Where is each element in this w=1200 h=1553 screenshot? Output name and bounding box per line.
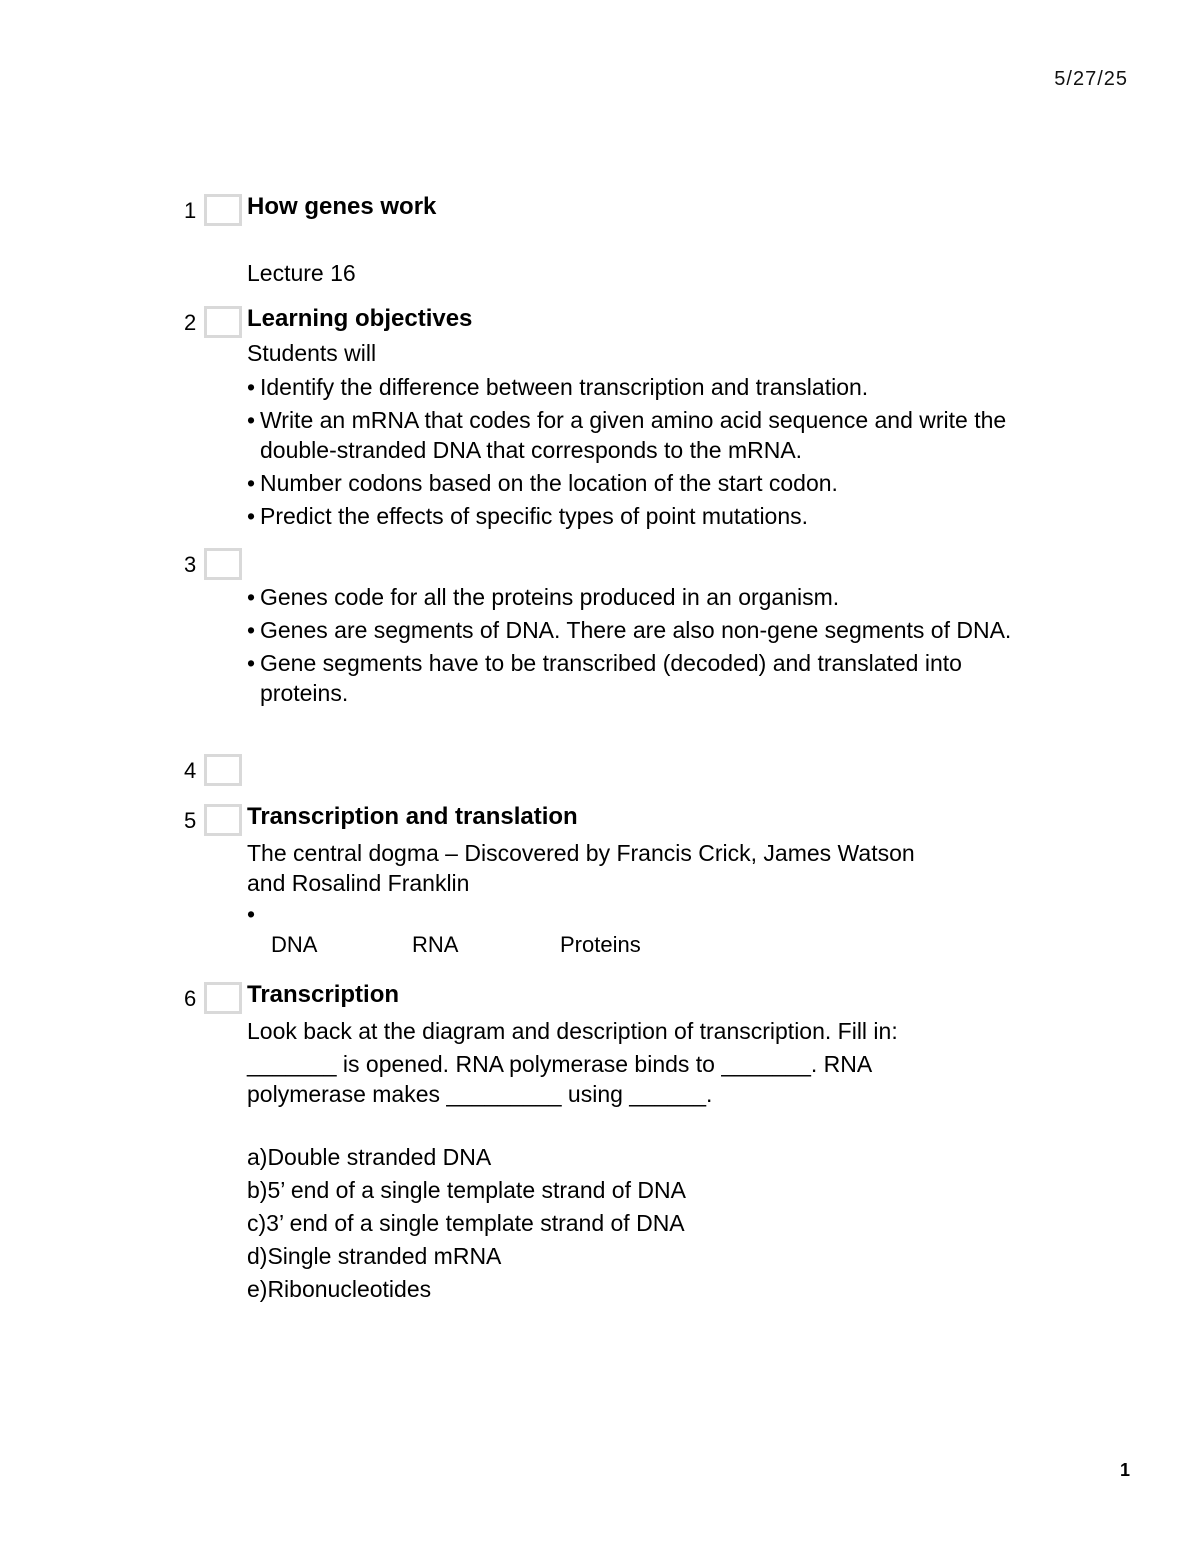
slide-thumbnail[interactable] — [204, 306, 242, 338]
objectives-list — [247, 372, 1047, 531]
choice-d: d)Single stranded mRNA — [247, 1243, 502, 1269]
question-text: Look back at the diagram and description of transcription. Fill in: — [247, 1018, 898, 1044]
list-item: • Genes code for all the proteins produced in an organism. — [247, 584, 840, 610]
intro-text: Students will — [247, 340, 377, 366]
list-item: • Number codons based on the location of the start codon. — [247, 470, 838, 496]
slide-title: Transcription — [247, 981, 400, 1008]
slide-number: 2 — [184, 310, 197, 335]
slide-thumbnail[interactable] — [204, 804, 242, 836]
list-item: • Write an mRNA that codes for a given amino acid sequence and write the double-stranded DNA that corresponds to the mRNA. — [247, 407, 1007, 463]
slide-thumbnail[interactable] — [204, 194, 242, 226]
choice-a: a)Double stranded DNA — [247, 1144, 492, 1170]
slide-number: 3 — [184, 552, 197, 577]
flow-dna: DNA — [271, 932, 318, 957]
question-text: _______ is opened. RNA polymerase binds to _______. RNA — [247, 1051, 873, 1077]
list-item: • Gene segments have to be transcribed (decoded) and translated into proteins. — [247, 650, 962, 706]
bullet-list — [247, 582, 1047, 708]
slide-body — [247, 980, 1047, 1306]
central-dogma-text: The central dogma – Discovered by Francis Crick, James Watson — [247, 840, 915, 866]
slide-body — [247, 192, 1047, 288]
slide-subtitle: Lecture 16 — [247, 260, 356, 286]
slide-title: Learning objectives — [247, 305, 473, 332]
central-dogma-flow — [247, 930, 1047, 960]
flow-rna: RNA — [412, 932, 459, 957]
document-date: 5/27/25 — [1054, 68, 1128, 90]
slide-body — [247, 582, 1047, 711]
slide-number: 5 — [184, 808, 197, 833]
slide-thumbnail[interactable] — [204, 754, 242, 786]
choice-c: c)3’ end of a single template strand of DNA — [247, 1210, 685, 1236]
slide-thumbnail[interactable] — [204, 548, 242, 580]
central-dogma-text: and Rosalind Franklin — [247, 870, 470, 896]
question-text: polymerase makes _________ using ______. — [247, 1081, 713, 1107]
list-item: • Predict the effects of specific types of point mutations. — [247, 503, 809, 529]
slide-number: 6 — [184, 986, 197, 1011]
slide-thumbnail[interactable] — [204, 982, 242, 1014]
slide-body — [247, 304, 1047, 534]
answer-choices — [247, 1141, 1047, 1306]
list-item: • Genes are segments of DNA. There are also non-gene segments of DNA. — [247, 617, 1012, 643]
slide-body — [247, 802, 1047, 960]
list-item: • Identify the difference between transcription and translation. — [247, 374, 869, 400]
bullet-marker: • — [247, 901, 256, 927]
slide-number: 1 — [184, 198, 197, 223]
slide-number: 4 — [184, 758, 197, 783]
choice-b: b)5’ end of a single template strand of DNA — [247, 1177, 686, 1203]
slide-title: Transcription and translation — [247, 803, 578, 830]
flow-proteins: Proteins — [560, 932, 641, 957]
choice-e: e)Ribonucleotides — [247, 1276, 432, 1302]
page-number: 1 — [1119, 1460, 1130, 1480]
slide-title: How genes work — [247, 193, 437, 220]
